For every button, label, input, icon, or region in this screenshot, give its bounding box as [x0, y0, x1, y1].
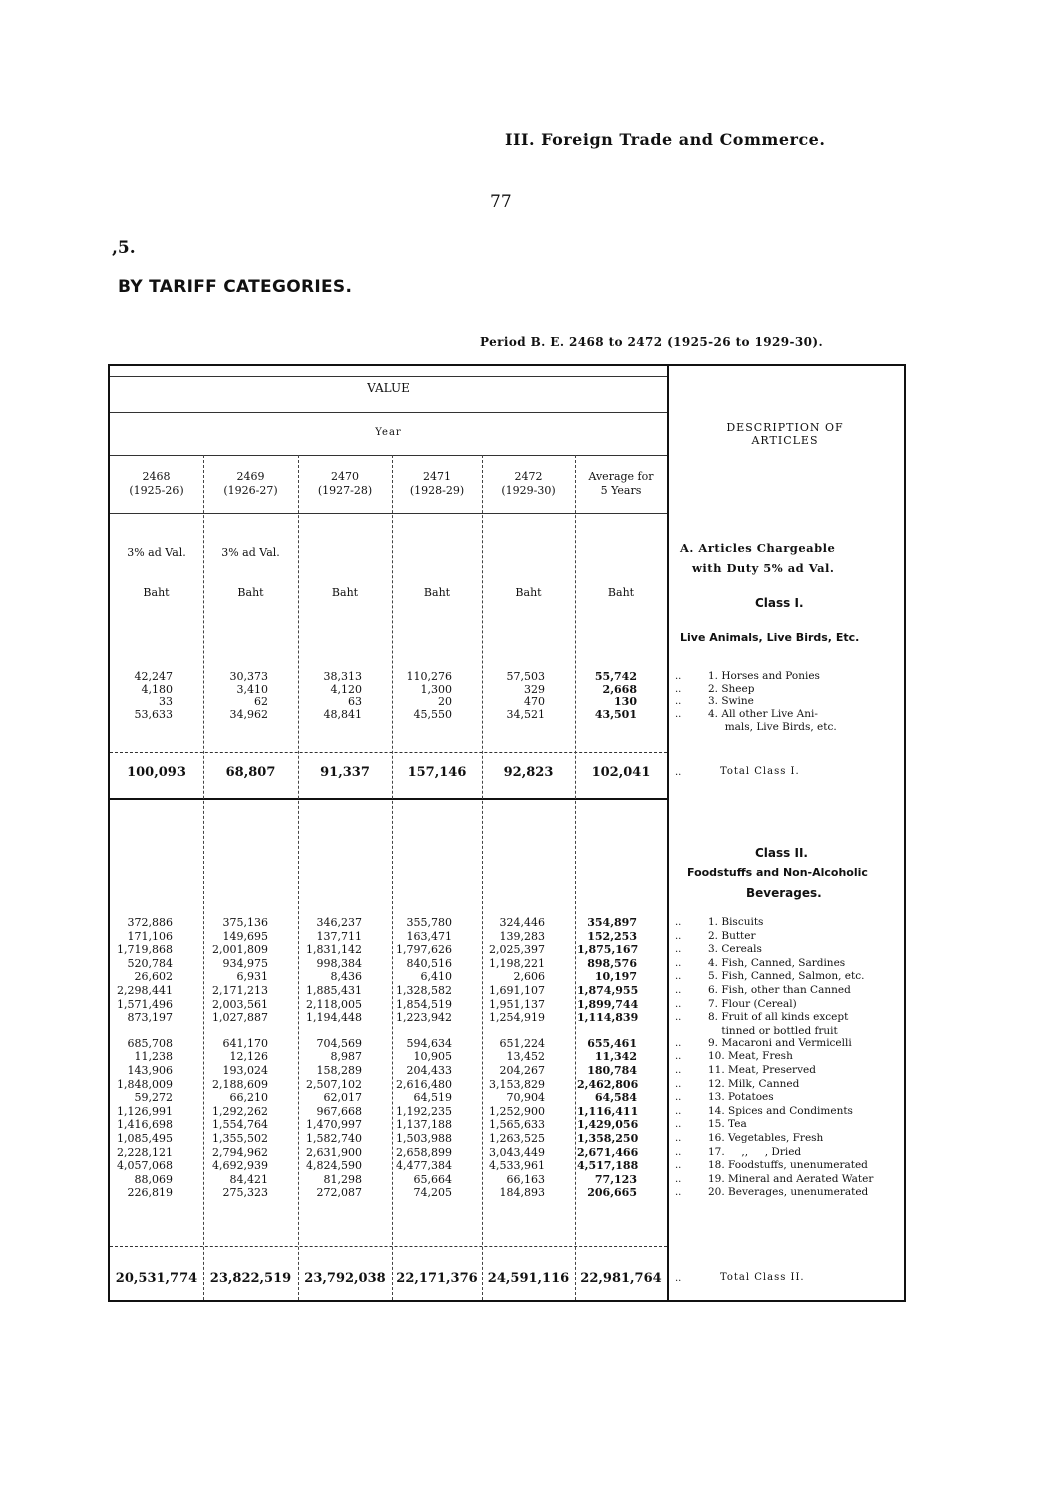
class2-row-value: 2,171,213 [212, 984, 268, 997]
class2-row-value: 1,263,525 [489, 1132, 545, 1145]
tariff-table [108, 364, 906, 1302]
class2-row-value: 2,658,899 [396, 1145, 452, 1159]
class2-row-value: 651,224 [499, 1036, 545, 1050]
category-title: BY TARIFF CATEGORIES. [118, 277, 353, 297]
class2-row-value: 139,283 [499, 929, 545, 943]
row-leader: .. [675, 985, 682, 996]
column-year: 2469 [236, 470, 265, 483]
class2-row-description: 10. Meat, Fresh [708, 1050, 793, 1063]
page-number: 77 [490, 192, 512, 212]
class2-row-value: 655,461 [587, 1036, 637, 1050]
column-year: 2468 [142, 470, 171, 483]
table-rule [110, 455, 667, 456]
class1-row-value: 43,501 [594, 707, 637, 721]
class1-row-description: 4. All other Live Ani- mals, Live Birds, etc. [708, 707, 837, 733]
class2-row-value: 2,794,962 [212, 1145, 268, 1159]
class2-row-value: 226,819 [127, 1186, 173, 1200]
class2-total-value: 24,591,116 [487, 1271, 570, 1286]
class2-row-value: 11,342 [594, 1050, 637, 1064]
class2-row-value: 8,436 [330, 970, 362, 984]
class2-row-value: 158,289 [316, 1064, 362, 1077]
class2-row-description: 4. Fish, Canned, Sardines [708, 956, 846, 969]
class2-row-value: 641,170 [222, 1036, 268, 1050]
column-rate: 3% ad Val. [127, 546, 186, 559]
row-leader: .. [675, 708, 682, 720]
class2-row-value: 934,975 [222, 956, 268, 970]
class2-total-label: Total Class II. [720, 1272, 805, 1283]
class2-row-value: 998,384 [316, 956, 362, 970]
section-a-subtitle: with Duty 5% ad Val. [692, 561, 835, 575]
column-period: (1926-27) [223, 484, 278, 497]
class2-row-description: 3. Cereals [708, 943, 762, 956]
class1-row-value: 48,841 [323, 707, 362, 721]
class2-row-value: 685,708 [127, 1036, 173, 1050]
column-unit: Baht [607, 586, 635, 599]
column-year: 2471 [423, 470, 451, 483]
class2-row-description: 2. Butter [708, 929, 756, 942]
class2-row-value: 1,582,740 [306, 1132, 362, 1145]
row-leader: .. [675, 917, 682, 928]
class1-row-value: 55,742 [594, 670, 637, 683]
class2-row-value: 4,517,188 [577, 1159, 639, 1173]
total-leader: .. [675, 1273, 682, 1284]
table-rule [110, 1246, 667, 1247]
class2-row-value: 193,024 [222, 1064, 268, 1077]
class2-row-description: 14. Spices and Condiments [708, 1104, 853, 1117]
class2-row-description: 19. Mineral and Aerated Water [708, 1172, 874, 1185]
class2-row-value: 1,470,997 [306, 1118, 362, 1132]
class1-row-value: 57,503 [506, 670, 545, 683]
class1-title: Class I. [755, 596, 804, 610]
row-leader: .. [675, 1173, 682, 1185]
class1-row-value: 63 [348, 695, 362, 708]
class2-row-value: 1,875,167 [577, 943, 639, 957]
class2-row-description: 5. Fish, Canned, Salmon, etc. [708, 970, 865, 983]
row-leader: .. [675, 1051, 682, 1063]
class2-row-value: 66,163 [506, 1172, 545, 1186]
class1-total-value: 68,807 [225, 765, 276, 780]
class2-row-value: 4,824,590 [306, 1159, 362, 1173]
class2-row-value: 70,904 [506, 1091, 545, 1105]
class2-row-value: 1,503,988 [396, 1132, 452, 1145]
class2-row-value: 1,114,839 [577, 1011, 639, 1025]
section-a-title: A. Articles Chargeable [680, 541, 836, 555]
class2-row-value: 11,238 [134, 1050, 173, 1064]
class2-row-value: 204,433 [406, 1064, 452, 1077]
class2-row-value: 898,576 [587, 956, 637, 970]
column-period: (1927-28) [317, 484, 373, 497]
column-divider [298, 455, 299, 1300]
class2-row-value: 3,043,449 [489, 1145, 545, 1159]
class2-row-value: 520,784 [127, 956, 173, 970]
class1-row-description: 3. Swine [708, 695, 754, 707]
class2-row-value: 2,616,480 [396, 1077, 452, 1091]
column-year: 2472 [514, 470, 543, 483]
class2-row-description: 13. Potatoes [708, 1091, 774, 1104]
class1-total-value: 92,823 [503, 765, 554, 780]
column-period: (1928-29) [409, 484, 465, 497]
column-divider [392, 455, 393, 1300]
class2-row-value: 1,429,056 [577, 1118, 639, 1132]
class2-row-value: 2,228,121 [117, 1145, 173, 1159]
row-leader: .. [675, 1092, 682, 1104]
value-label: VALUE [367, 381, 410, 395]
class2-row-value: 2,606 [513, 970, 545, 984]
class2-row-value: 1,137,188 [396, 1118, 452, 1132]
row-leader: .. [675, 1012, 682, 1024]
class2-row-value: 2,671,466 [577, 1145, 639, 1159]
column-year: Average for [588, 470, 654, 483]
row-leader: .. [675, 1133, 682, 1144]
class2-total-value: 20,531,774 [115, 1271, 198, 1286]
class2-row-value: 1,797,626 [396, 943, 452, 957]
class2-row-description: 7. Flour (Cereal) [708, 997, 797, 1010]
class2-row-value: 6,931 [236, 970, 268, 984]
row-leader: .. [675, 1065, 682, 1076]
class2-row-description: 17. ,, , Dried [708, 1145, 802, 1158]
class2-row-value: 1,571,496 [117, 997, 173, 1011]
class2-row-value: 594,634 [406, 1036, 452, 1050]
class2-total-value: 22,981,764 [580, 1271, 662, 1286]
class1-row-value: 62 [254, 695, 268, 708]
column-unit: Baht [515, 586, 542, 599]
class1-row-value: 470 [524, 695, 545, 708]
class2-row-value: 2,462,806 [577, 1077, 639, 1091]
column-unit: Baht [331, 586, 359, 599]
class2-row-value: 1,719,868 [117, 943, 173, 957]
class2-row-value: 2,003,561 [212, 997, 268, 1011]
column-unit: Baht [143, 586, 170, 599]
class2-row-description: 15. Tea [708, 1118, 747, 1131]
table-rule [110, 752, 667, 753]
class2-row-value: 1,899,744 [577, 997, 639, 1011]
column-year: 2470 [331, 470, 359, 483]
class2-row-value: 149,695 [222, 929, 268, 943]
class2-row-value: 74,205 [413, 1186, 452, 1200]
class2-title: Class II. [755, 846, 808, 860]
class2-row-value: 1,292,262 [212, 1104, 268, 1118]
class2-row-value: 62,017 [323, 1091, 362, 1105]
row-leader: .. [675, 1037, 682, 1049]
class1-total-value: 102,041 [591, 765, 651, 780]
class2-row-value: 1,252,900 [489, 1104, 545, 1118]
row-leader: .. [675, 957, 682, 969]
class2-row-value: 704,569 [316, 1036, 362, 1050]
class2-row-value: 1,874,955 [577, 984, 639, 997]
class2-row-value: 64,584 [594, 1091, 637, 1105]
class2-row-value: 967,668 [316, 1104, 362, 1118]
class2-row-value: 355,780 [406, 916, 452, 929]
class2-row-value: 1,328,582 [396, 984, 452, 997]
year-label: Year [375, 427, 402, 438]
class2-row-description: 9. Macaroni and Vermicelli [708, 1036, 852, 1049]
class2-row-value: 1,355,502 [212, 1132, 268, 1145]
class1-row-value: 42,247 [134, 670, 173, 683]
class2-row-value: 13,452 [506, 1050, 545, 1064]
class2-row-value: 1,565,633 [489, 1118, 545, 1132]
class2-row-value: 81,298 [323, 1172, 362, 1186]
class2-row-value: 4,533,961 [489, 1159, 545, 1173]
class-divider [110, 798, 667, 800]
total-leader: .. [675, 767, 682, 778]
class2-row-value: 184,893 [499, 1186, 545, 1200]
class2-row-description: 16. Vegetables, Fresh [708, 1132, 824, 1144]
class2-row-value: 206,665 [587, 1186, 637, 1200]
column-unit: Baht [423, 586, 451, 599]
section-number: ,5. [112, 238, 136, 258]
class2-row-value: 3,153,829 [489, 1077, 545, 1091]
class2-row-value: 152,253 [587, 929, 637, 943]
column-divider [482, 455, 483, 1300]
class2-row-value: 2,118,005 [306, 997, 362, 1011]
class1-total-value: 157,146 [407, 765, 467, 780]
row-leader: .. [675, 944, 682, 956]
class2-row-description: 11. Meat, Preserved [708, 1064, 816, 1076]
class1-total-value: 100,093 [127, 765, 186, 780]
class2-row-value: 272,087 [316, 1186, 362, 1200]
row-leader: .. [675, 683, 682, 695]
page-header-title: III. Foreign Trade and Commerce. [505, 130, 826, 149]
column-divider [575, 455, 576, 1300]
class2-row-value: 1,854,519 [396, 997, 452, 1011]
class2-row-description: 8. Fruit of all kinds except tinned or bottled fruit [708, 1011, 849, 1037]
class1-row-value: 2,668 [602, 682, 637, 696]
class1-row-value: 1,300 [420, 682, 452, 696]
class2-row-description: 1. Biscuits [708, 916, 764, 928]
class2-row-value: 2,001,809 [212, 943, 268, 957]
class2-row-value: 8,987 [330, 1050, 362, 1064]
class2-row-value: 840,516 [406, 956, 452, 970]
class1-row-value: 33 [159, 695, 173, 708]
class2-row-value: 275,323 [222, 1186, 268, 1200]
class1-row-value: 4,180 [141, 682, 173, 696]
class1-row-value: 110,276 [406, 670, 452, 683]
class2-row-value: 2,507,102 [306, 1077, 362, 1091]
class1-row-value: 34,521 [506, 707, 545, 721]
row-leader: .. [675, 1187, 682, 1199]
period-caption: Period B. E. 2468 to 2472 (1925-26 to 1929-30). [480, 335, 824, 349]
class1-row-value: 4,120 [330, 682, 362, 696]
class2-row-value: 65,664 [413, 1172, 452, 1186]
class2-row-value: 354,897 [587, 916, 637, 929]
class2-row-value: 1,831,142 [306, 943, 362, 957]
class1-row-value: 38,313 [323, 670, 362, 683]
class1-total-value: 91,337 [320, 765, 370, 780]
class2-row-value: 2,025,397 [489, 943, 545, 957]
class2-row-value: 4,477,384 [396, 1159, 452, 1173]
class2-row-value: 873,197 [127, 1011, 173, 1025]
class2-total-value: 23,822,519 [209, 1271, 292, 1286]
class2-row-value: 4,057,068 [117, 1159, 173, 1173]
row-leader: .. [675, 1105, 682, 1117]
class2-row-value: 1,848,009 [117, 1077, 173, 1091]
column-divider [203, 455, 204, 1300]
class2-row-value: 180,784 [587, 1064, 637, 1077]
class2-row-value: 143,906 [127, 1064, 173, 1077]
class2-row-value: 1,198,221 [489, 956, 545, 970]
row-leader: .. [675, 1160, 682, 1172]
class2-row-value: 88,069 [134, 1172, 173, 1186]
class2-row-value: 10,197 [594, 970, 637, 984]
class1-row-value: 329 [524, 682, 545, 696]
class2-total-value: 23,792,038 [304, 1271, 386, 1286]
row-leader: .. [675, 930, 682, 942]
column-period: (1925-26) [129, 484, 184, 497]
class1-row-value: 45,550 [413, 707, 452, 721]
class2-row-value: 84,421 [229, 1172, 268, 1186]
class2-row-description: 20. Beverages, unenumerated [708, 1186, 869, 1199]
column-rate: 3% ad Val. [221, 546, 280, 559]
class2-row-value: 10,905 [413, 1050, 452, 1064]
row-leader: .. [675, 998, 682, 1010]
row-leader: .. [675, 1078, 682, 1090]
class2-row-description: 6. Fish, other than Canned [708, 984, 851, 996]
class2-row-value: 1,254,919 [489, 1011, 545, 1025]
class2-row-value: 2,188,609 [212, 1077, 268, 1091]
row-leader: .. [675, 971, 682, 983]
class2-row-value: 1,192,235 [396, 1104, 452, 1118]
description-header: DESCRIPTION OF ARTICLES [726, 421, 844, 447]
class2-row-value: 1,027,887 [212, 1011, 268, 1025]
class1-row-value: 34,962 [229, 707, 268, 721]
class2-row-value: 2,631,900 [306, 1145, 362, 1159]
table-rule [110, 376, 667, 377]
class2-row-value: 375,136 [222, 916, 268, 929]
class2-row-value: 324,446 [499, 916, 545, 929]
class2-total-value: 22,171,376 [396, 1271, 478, 1286]
class2-row-value: 1,951,137 [489, 997, 545, 1011]
class2-row-value: 171,106 [127, 929, 173, 943]
class1-total-label: Total Class I. [720, 766, 800, 777]
class1-subtitle: Live Animals, Live Birds, Etc. [680, 631, 860, 644]
class2-row-value: 1,194,448 [306, 1011, 362, 1025]
class2-row-value: 137,711 [316, 929, 362, 943]
class1-row-description: 2. Sheep [708, 682, 755, 695]
column-period: (1929-30) [501, 484, 556, 497]
row-leader: .. [675, 696, 682, 707]
class2-row-description: 12. Milk, Canned [708, 1077, 800, 1090]
description-divider [667, 366, 669, 1300]
class2-row-description: 18. Foodstuffs, unenumerated [708, 1159, 868, 1172]
class2-row-value: 4,692,939 [212, 1159, 268, 1173]
column-unit: Baht [237, 586, 264, 599]
class2-row-value: 59,272 [134, 1091, 173, 1105]
class2-row-value: 66,210 [229, 1091, 268, 1105]
class2-row-value: 1,358,250 [577, 1132, 639, 1145]
row-leader: .. [675, 1119, 682, 1131]
class2-row-value: 2,298,441 [117, 984, 173, 997]
class2-row-value: 1,085,495 [117, 1132, 173, 1145]
class2-row-value: 1,126,991 [117, 1104, 173, 1118]
class2-row-value: 372,886 [127, 916, 173, 929]
class1-row-value: 30,373 [229, 670, 268, 683]
class2-row-value: 1,116,411 [577, 1104, 639, 1118]
class2-row-value: 64,519 [413, 1091, 452, 1105]
class1-row-value: 53,633 [134, 707, 173, 721]
table-rule [110, 513, 667, 514]
class2-row-value: 12,126 [229, 1050, 268, 1064]
class1-row-value: 20 [438, 695, 452, 708]
class2-row-value: 163,471 [406, 929, 452, 943]
class2-row-value: 1,554,764 [212, 1118, 268, 1132]
class2-row-value: 26,602 [134, 970, 173, 984]
class2-row-value: 77,123 [594, 1172, 637, 1186]
class2-row-value: 1,691,107 [489, 984, 545, 997]
class1-row-value: 3,410 [236, 682, 268, 696]
column-period: 5 Years [600, 484, 642, 497]
class1-row-value: 130 [614, 695, 637, 708]
class2-row-value: 1,416,698 [117, 1118, 173, 1132]
row-leader: .. [675, 671, 682, 682]
class2-row-value: 346,237 [316, 916, 362, 929]
class2-subtitle-2: Beverages. [746, 886, 822, 900]
class2-row-value: 6,410 [420, 970, 452, 984]
class2-row-value: 204,267 [499, 1064, 545, 1077]
class2-row-value: 1,223,942 [396, 1011, 452, 1025]
row-leader: .. [675, 1146, 682, 1158]
class1-row-description: 1. Horses and Ponies [708, 670, 820, 682]
class2-subtitle: Foodstuffs and Non-Alcoholic [687, 866, 868, 879]
class2-row-value: 1,885,431 [306, 984, 362, 997]
table-rule [110, 412, 667, 413]
